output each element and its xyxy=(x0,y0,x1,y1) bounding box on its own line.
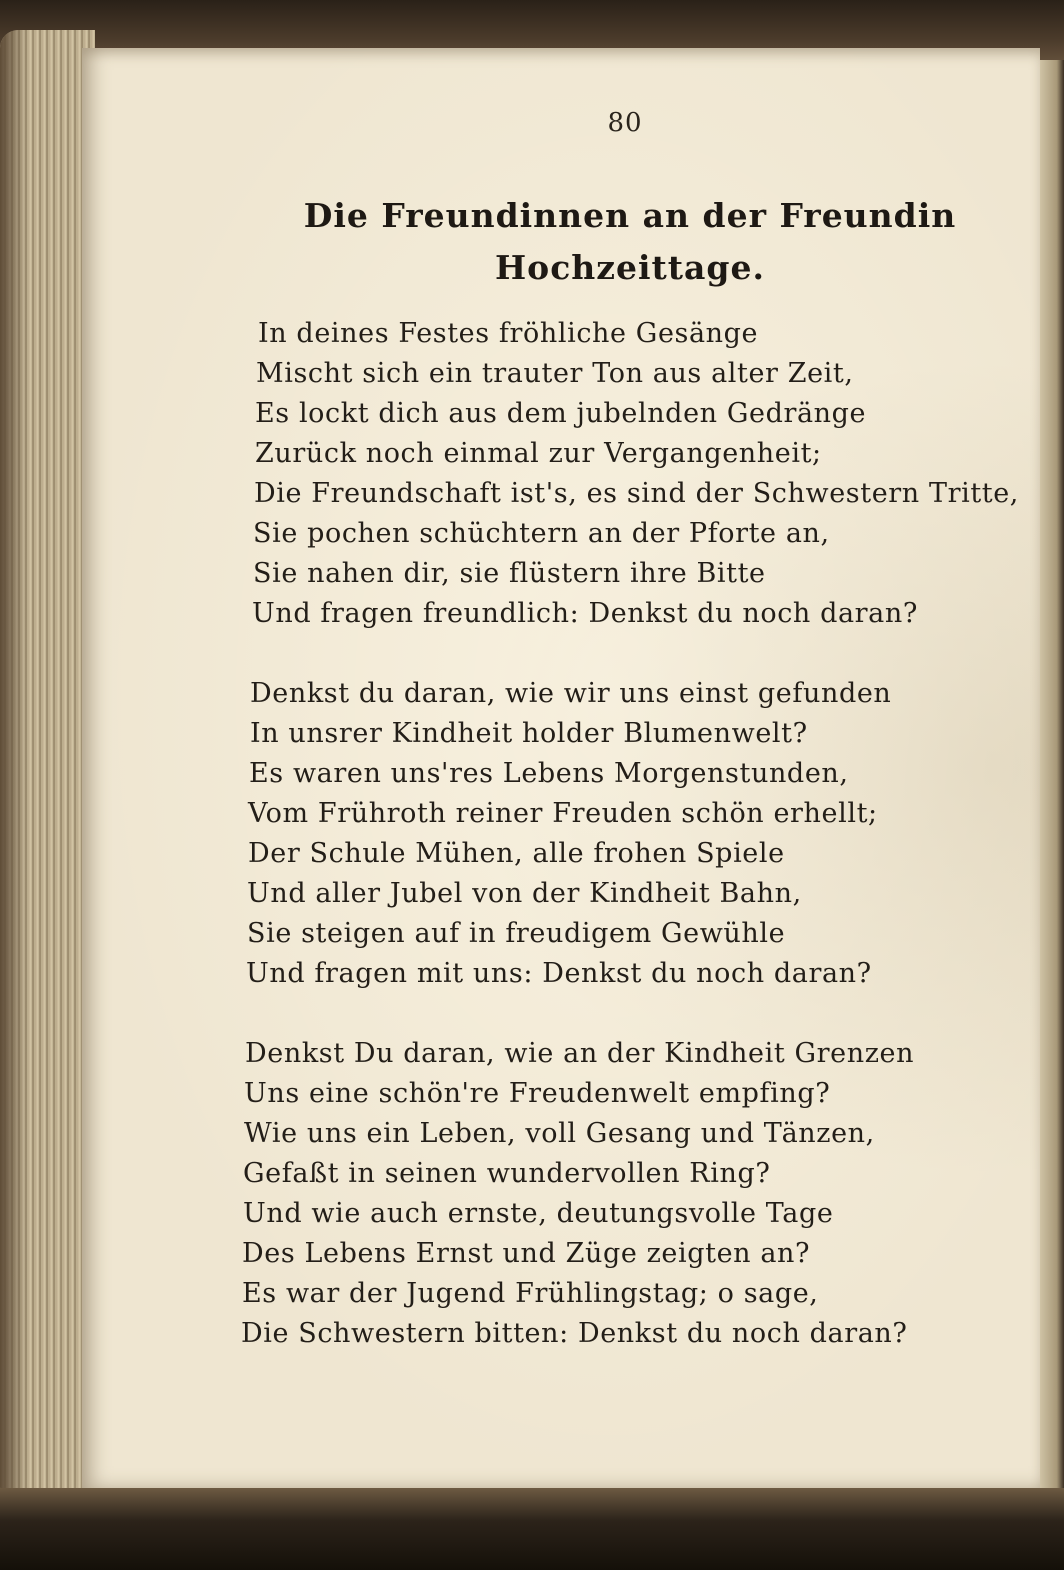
poem-line: Der Schule Mühen, alle frohen Spiele xyxy=(248,838,785,869)
poem-line: Es waren uns'res Lebens Morgenstunden, xyxy=(249,758,849,789)
poem-line: Sie nahen dir, sie flüstern ihre Bitte xyxy=(253,558,766,589)
poem-line: Uns eine schön're Freudenwelt empfing? xyxy=(244,1078,831,1109)
poem-line: Sie steigen auf in freudigem Gewühle xyxy=(247,918,786,949)
poem-line: Denkst Du daran, wie an der Kindheit Grenzen xyxy=(245,1038,915,1069)
poem-line: Und fragen freundlich: Denkst du noch daran? xyxy=(252,598,918,629)
poem-line: Die Freundschaft ist's, es sind der Schwestern Tritte, xyxy=(254,478,1019,509)
page-number: 80 xyxy=(607,108,643,138)
poem-title: Die Freundinnen an der Freundin Hochzeittage. xyxy=(303,196,957,287)
poem-line: Vom Frühroth reiner Freuden schön erhellt; xyxy=(248,798,878,829)
poem-line: In deines Festes fröhliche Gesänge xyxy=(258,318,759,349)
poem-line: Denkst du daran, wie wir uns einst gefunden xyxy=(250,678,892,709)
poem-line: Und fragen mit uns: Denkst du noch daran? xyxy=(246,958,872,989)
poem-line: Zurück noch einmal zur Vergangenheit; xyxy=(255,438,822,469)
poem-line: Und wie auch ernste, deutungsvolle Tage xyxy=(243,1198,834,1229)
poem-line: In unsrer Kindheit holder Blumenwelt? xyxy=(250,718,808,749)
poem-line: Gefaßt in seinen wundervollen Ring? xyxy=(243,1158,771,1189)
poem-line: Die Schwestern bitten: Denkst du noch daran? xyxy=(241,1318,908,1349)
poem-line: Wie uns ein Leben, voll Gesang und Tänzen, xyxy=(244,1118,875,1149)
poem-line: Mischt sich ein trauter Ton aus alter Zeit, xyxy=(256,358,854,389)
poem-line: Sie pochen schüchtern an der Pforte an, xyxy=(253,518,830,549)
poem-line: Des Lebens Ernst und Züge zeigten an? xyxy=(242,1238,811,1269)
poem-line: Es war der Jugend Frühlingstag; o sage, xyxy=(242,1278,819,1309)
poem-line: Es lockt dich aus dem jubelnden Gedränge xyxy=(255,398,867,429)
poem-line: Und aller Jubel von der Kindheit Bahn, xyxy=(247,878,802,909)
